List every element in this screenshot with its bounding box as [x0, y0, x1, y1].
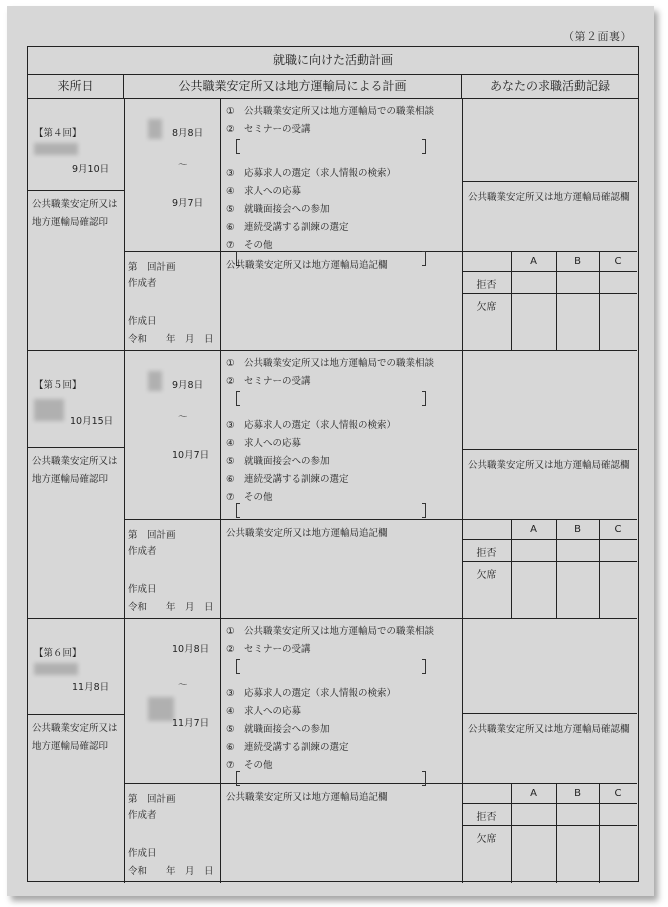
grid-col-label: A [530, 788, 537, 799]
grid-col-label: B [574, 788, 581, 799]
grid-col-label: C [614, 788, 622, 799]
record-confirm-label: 公共職業安定所又は地方運輸局確認欄 [468, 460, 630, 471]
confirm-stamp-label: 公共職業安定所又は地方運輸局確認印 [32, 456, 118, 485]
bracket-right [422, 771, 426, 786]
plan-item: ③ 応募求人の選定（求人情報の検索） [226, 688, 397, 699]
plan-created: 作成日 [128, 316, 157, 327]
plan-item: ④ 求人への応募 [226, 706, 302, 717]
form-title: 就職に向けた活動計画 [28, 47, 638, 75]
visit-date: 10月15日 [70, 416, 114, 427]
grid-row-label: 欠席 [476, 834, 497, 845]
bracket-left [236, 503, 240, 518]
bracket-right [422, 139, 426, 154]
record-confirm-label: 公共職業安定所又は地方運輸局確認欄 [468, 192, 630, 203]
plan-item: ⑦ その他 [226, 492, 273, 503]
plan-item: ⑤ 就職面接会への参加 [226, 204, 330, 215]
activity-plan-form [27, 46, 639, 882]
visit-date: 11月8日 [72, 682, 110, 693]
bracket-left [236, 139, 240, 154]
period-end: 10月7日 [172, 450, 210, 461]
grid-col-label: C [614, 524, 622, 535]
grid-col-label: A [530, 524, 537, 535]
header-plan: 公共職業安定所又は地方運輸局による計画 [124, 74, 462, 99]
confirm-stamp-label: 公共職業安定所又は地方運輸局確認印 [32, 199, 118, 228]
redacted-year [148, 697, 174, 721]
plan-item: ⑥ 連続受講する訓練の選定 [226, 742, 349, 753]
redacted-year [148, 119, 162, 139]
plan-era: 令和 年 月 日 [128, 602, 214, 613]
bracket-right [422, 251, 426, 266]
plan-block-6 [28, 619, 637, 883]
plan-item: ② セミナーの受講 [226, 644, 311, 655]
grid-col-label: A [530, 256, 537, 267]
bracket-left [236, 391, 240, 406]
bracket-right [422, 659, 426, 674]
plan-round: 第 回計画 [128, 262, 176, 273]
grid-row-label: 拒否 [476, 548, 497, 559]
grid-row-label: 拒否 [476, 812, 497, 823]
plan-item: ① 公共職業安定所又は地方運輸局での職業相談 [226, 626, 435, 637]
document-sheet [7, 6, 654, 896]
plan-author: 作成者 [128, 278, 157, 289]
plan-item: ④ 求人への応募 [226, 186, 302, 197]
plan-item: ③ 応募求人の選定（求人情報の検索） [226, 420, 397, 431]
page-label: （第２面裏） [563, 30, 632, 43]
redacted-year [34, 663, 78, 675]
period-start: 9月8日 [172, 380, 204, 391]
plan-author: 作成者 [128, 810, 157, 821]
additional-note-label: 公共職業安定所又は地方運輸局追記欄 [226, 260, 388, 271]
plan-item: ⑥ 連続受講する訓練の選定 [226, 222, 349, 233]
redacted-year [148, 371, 162, 391]
plan-round: 第 回計画 [128, 794, 176, 805]
grid-col-label: C [614, 256, 622, 267]
grid-row-label: 欠席 [476, 302, 497, 313]
grid-col-label: B [574, 256, 581, 267]
bracket-left [236, 659, 240, 674]
period-start: 8月8日 [172, 128, 204, 139]
plan-block-5 [28, 351, 637, 619]
visit-number: 【第４回】 [34, 128, 82, 139]
grid-row-label: 拒否 [476, 280, 497, 291]
additional-note-label: 公共職業安定所又は地方運輸局追記欄 [226, 792, 388, 803]
plan-era: 令和 年 月 日 [128, 334, 214, 345]
visit-number: 【第６回】 [34, 648, 82, 659]
bracket-right [422, 391, 426, 406]
plan-item: ② セミナーの受講 [226, 124, 311, 135]
visit-number: 【第５回】 [34, 380, 82, 391]
redacted-year [34, 143, 78, 155]
grid-col-label: B [574, 524, 581, 535]
grid-row-label: 欠席 [476, 570, 497, 581]
plan-item: ① 公共職業安定所又は地方運輸局での職業相談 [226, 358, 435, 369]
plan-item: ① 公共職業安定所又は地方運輸局での職業相談 [226, 106, 435, 117]
plan-item: ⑦ その他 [226, 240, 273, 251]
plan-created: 作成日 [128, 584, 157, 595]
plan-round: 第 回計画 [128, 530, 176, 541]
period-end: 9月7日 [172, 198, 204, 209]
plan-item: ⑤ 就職面接会への参加 [226, 724, 330, 735]
plan-author: 作成者 [128, 546, 157, 557]
bracket-right [422, 503, 426, 518]
period-end: 11月7日 [172, 718, 210, 729]
plan-item: ④ 求人への応募 [226, 438, 302, 449]
visit-date: 9月10日 [72, 164, 110, 175]
plan-item: ⑤ 就職面接会への参加 [226, 456, 330, 467]
plan-block-4 [28, 99, 637, 351]
redacted-year [34, 399, 64, 421]
record-confirm-label: 公共職業安定所又は地方運輸局確認欄 [468, 724, 630, 735]
plan-created: 作成日 [128, 848, 157, 859]
period-tilde: 〜 [178, 412, 188, 423]
header-record: あなたの求職活動記録 [462, 74, 638, 99]
plan-item: ⑥ 連続受講する訓練の選定 [226, 474, 349, 485]
bracket-left [236, 771, 240, 786]
period-start: 10月8日 [172, 644, 210, 655]
header-visit-date: 来所日 [28, 74, 124, 99]
additional-note-label: 公共職業安定所又は地方運輸局追記欄 [226, 528, 388, 539]
plan-item: ③ 応募求人の選定（求人情報の検索） [226, 168, 397, 179]
period-tilde: 〜 [178, 160, 188, 171]
plan-item: ⑦ その他 [226, 760, 273, 771]
plan-item: ② セミナーの受講 [226, 376, 311, 387]
period-tilde: 〜 [178, 680, 188, 691]
confirm-stamp-label: 公共職業安定所又は地方運輸局確認印 [32, 723, 118, 752]
plan-era: 令和 年 月 日 [128, 866, 214, 877]
